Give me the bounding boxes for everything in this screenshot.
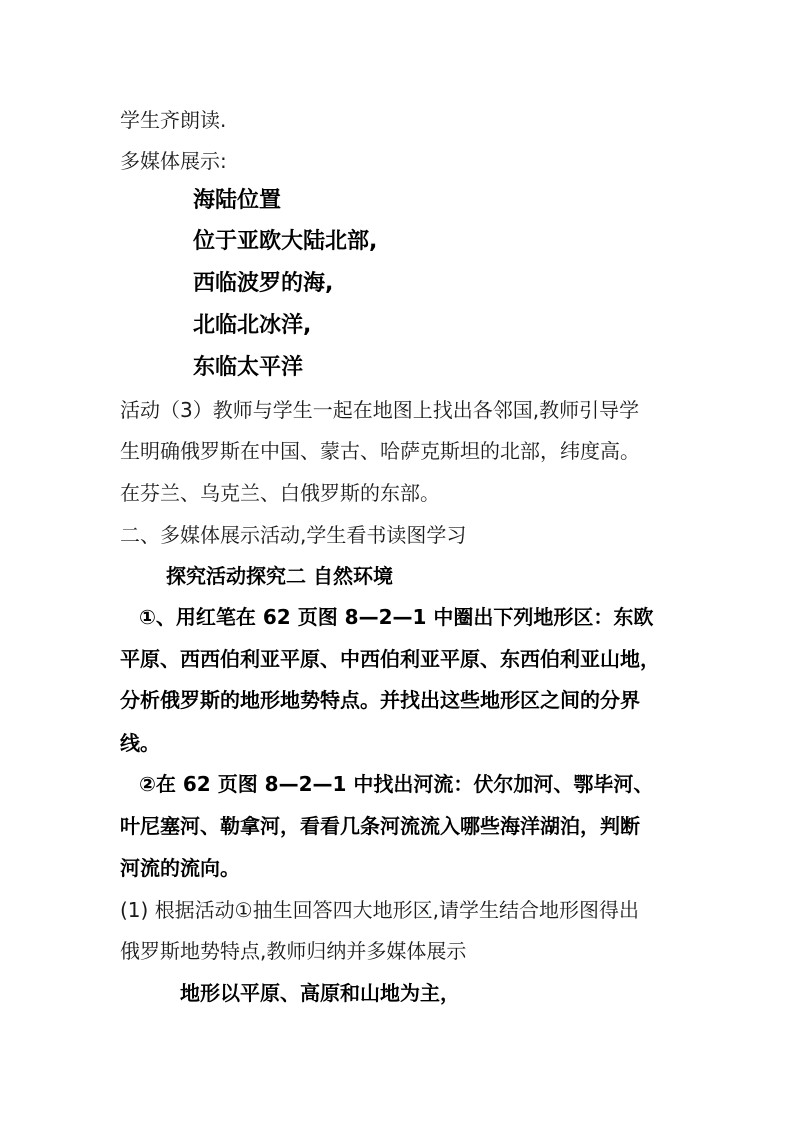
text-line-bold: ②在 62 页图 8—2—1 中找出河流：伏尔加河、鄂毕河、 — [139, 772, 654, 796]
text-line-bold: 河流的流向。 — [120, 856, 240, 880]
text-line-bold: 分析俄罗斯的地形地势特点。并找出这些地形区之间的分界 — [120, 688, 640, 712]
text-line-bold: 叶尼塞河、勒拿河，看看几条河流流入哪些海洋湖泊，判断 — [120, 814, 640, 838]
text-line-bold: 线。 — [120, 731, 160, 755]
text-line: 活动（3）教师与学生一起在地图上找出各邻国,教师引导学 — [120, 398, 640, 422]
text-line: 俄罗斯地势特点,教师归纳并多媒体展示 — [120, 939, 467, 963]
text-line-bold: 位于亚欧大陆北部, — [193, 229, 378, 254]
text-line-bold: 东临太平洋 — [193, 355, 304, 380]
activity-heading: 探究活动探究二 自然环境 — [166, 564, 393, 588]
text-line-bold: 北临北冰洋, — [193, 313, 312, 338]
text-line-bold: 西临波罗的海, — [193, 271, 334, 296]
text-line: 在芬兰、乌克兰、白俄罗斯的东部。 — [120, 481, 440, 505]
text-line: 学生齐朗读. — [120, 108, 227, 132]
text-line: 生明确俄罗斯在中国、蒙古、哈萨克斯坦的北部，纬度高。 — [120, 439, 640, 463]
text-line: (1) 根据活动①抽生回答四大地形区,请学生结合地形图得出 — [120, 898, 639, 922]
section-heading: 二、多媒体展示活动,学生看书读图学习 — [120, 523, 467, 547]
text-line-bold: 地形以平原、高原和山地为主， — [180, 981, 460, 1005]
text-line-bold: 平原、西西伯利亚平原、中西伯利亚平原、东西伯利亚山地， — [120, 647, 660, 671]
text-line: 多媒体展示: — [120, 149, 227, 173]
heading-sea-land-position: 海陆位置 — [193, 188, 282, 213]
text-line-bold: ①、用红笔在 62 页图 8—2—1 中圈出下列地形区：东欧 — [139, 605, 654, 629]
